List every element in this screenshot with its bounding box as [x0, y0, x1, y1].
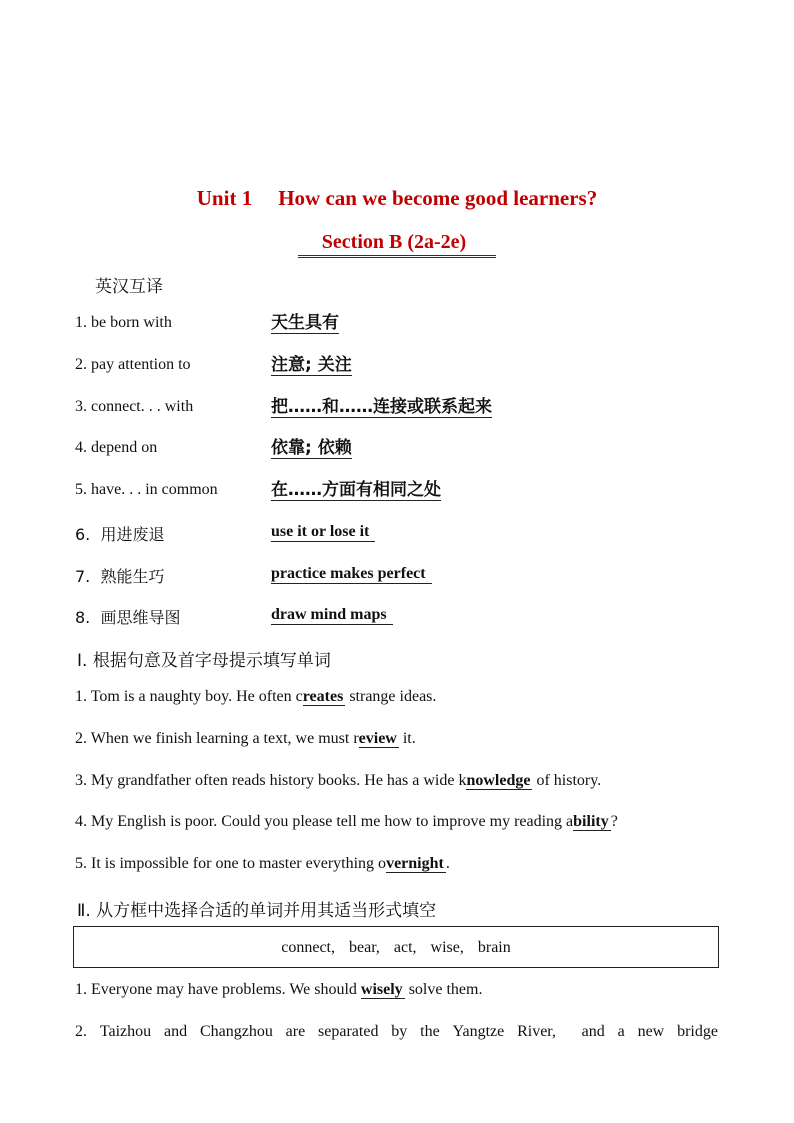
part1-question: 1. Tom is a naughty boy. He often creates strange ideas. [75, 688, 437, 705]
vocab-term: 7. 熟能生巧 [75, 567, 165, 586]
section-title-wrap [0, 230, 794, 258]
word-box [73, 926, 719, 968]
word-option: act, [393, 939, 417, 956]
vocab-answer: draw mind maps [271, 605, 393, 625]
vocab-term: 4. depend on [75, 439, 158, 456]
answer-blank: eview [358, 730, 397, 747]
word-option: wise, [430, 939, 464, 956]
unit-title-line [0, 186, 794, 211]
vocab-answer: 把……和……连接或联系起来 [271, 397, 492, 417]
answer-blank: nowledge [466, 772, 531, 789]
vocab-term: 3. connect. . . with [75, 398, 194, 415]
part1-heading: Ⅰ. 根据句意及首字母提示填写单词 [77, 651, 331, 671]
part1-question: 3. My grandfather often reads history books. He has a wide knowledge of history. [75, 772, 602, 789]
word-option: connect, [281, 939, 335, 956]
vocab-term: 5. have. . . in common [75, 481, 218, 498]
vocab-term: 1. be born with [75, 314, 172, 331]
part2-question-2: 2. Taizhou and Changzhou are separated by the Yangtze River, and a new bridge [75, 1023, 718, 1040]
word-option: brain [477, 939, 511, 956]
vocab-term: 2. pay attention to [75, 356, 191, 373]
vocab-answer: 依靠; 依赖 [271, 438, 352, 458]
translation-heading: 英汉互译 [95, 277, 163, 297]
answer-blank: vernight [386, 855, 444, 872]
part2-question: 1. Everyone may have problems. We should wisely solve them. [75, 981, 483, 998]
vocab-answer: 天生具有 [271, 313, 339, 333]
unit-label: Unit 1 [196, 186, 253, 210]
answer-blank: wisely [360, 981, 403, 998]
answer-blank: bility [573, 813, 609, 830]
vocab-answer: use it or lose it [271, 522, 375, 542]
vocab-answer: practice makes perfect [271, 564, 432, 584]
part1-question: 4. My English is poor. Could you please tell me how to improve my reading ability ? [75, 813, 618, 830]
unit-title: How can we become good learners? [278, 186, 598, 210]
part1-question: 2. When we finish learning a text, we must review it. [75, 730, 416, 747]
section-title: Section B (2a-2e) [298, 230, 496, 258]
part1-question: 5. It is impossible for one to master everything overnight . [75, 855, 450, 872]
vocab-answer: 注意; 关注 [271, 355, 352, 375]
part2-heading: Ⅱ. 从方框中选择合适的单词并用其适当形式填空 [77, 901, 437, 921]
vocab-answer: 在……方面有相同之处 [271, 480, 441, 500]
word-option: bear, [349, 939, 380, 956]
vocab-term: 6. 用进废退 [75, 525, 165, 544]
answer-blank: reates [302, 688, 344, 705]
vocab-term: 8. 画思维导图 [75, 608, 181, 627]
